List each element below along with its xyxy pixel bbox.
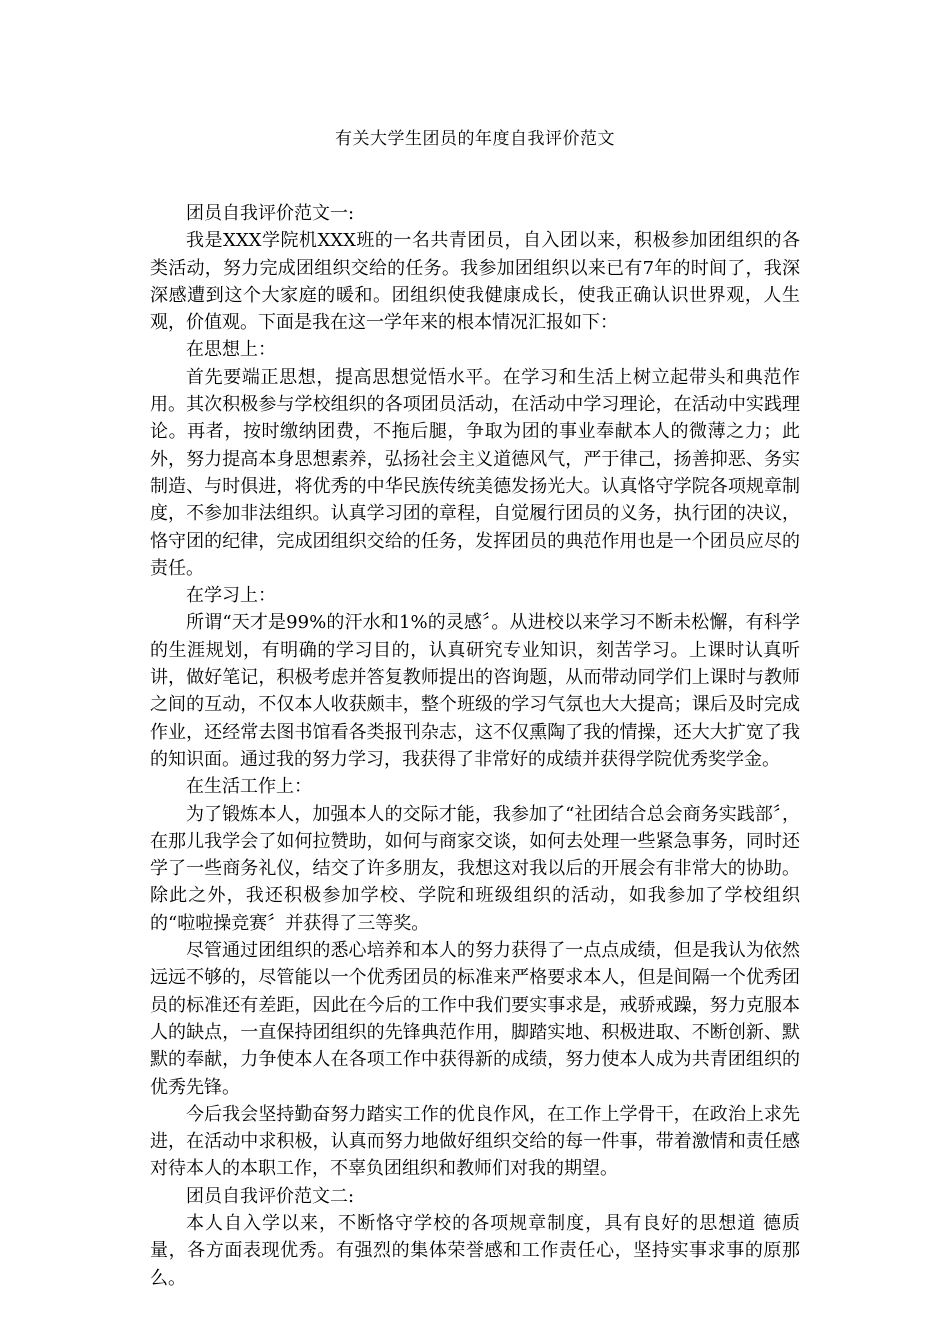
section-heading-sample-one: 团员自我评价范文一: bbox=[186, 203, 355, 224]
paragraph-intro: 我是XXX学院机XXX班的一名共青团员，自入团以来，积极参加团组织的各类活动，努力完成团组织交给的任务。我参加团组织以来已有7年的时间了，我深深感遭到这个大家庭的暖和。团组织使我健康成长，使我正确认识世界观，人生观，价值观。下面是我在这一学年来的根本情况汇报如下： bbox=[150, 230, 800, 334]
document-body bbox=[150, 200, 800, 1292]
document-title: 有关大学生团员的年度自我评价范文 bbox=[335, 129, 615, 149]
paragraph-thought: 首先要端正思想，提高思想觉悟水平。在学习和生活上树立起带头和典范作用。其次积极参与学校组织的各项团员活动，在活动中学习理论，在活动中实践理论。再者，按时缴纳团费，不拖后腿，争取为团的事业奉献本人的微薄之力；此外，努力提高本身思想素养，弘扬社会主义道德风气，严于律己，扬善抑恶、务实制造、与时俱进，将优秀的中华民族传统美德发扬光大。认真恪守学院各项规章制度，不参加非法组织。认真学习团的章程，自觉履行团员的义务，执行团的决议，恪守团的纪律，完成团组织交给的任务，发挥团员的典范作用也是一个团员应尽的责任。 bbox=[150, 366, 800, 579]
paragraph-future: 今后我会坚持勤奋努力踏实工作的优良作风，在工作上学骨干，在政治上求先进，在活动中求积极，认真而努力地做好组织交给的每一件事，带着激情和责任感对待本人的本职工作，不辜负团组织和教师们对我的期望。 bbox=[150, 1103, 800, 1180]
paragraph-sample-two: 本人自入学以来，不断恪守学校的各项规章制度，具有良好的思想道 德质量，各方面表现优秀。有强烈的集体荣誉感和工作责任心，坚持实事求事的原那么。 bbox=[150, 1212, 800, 1289]
paragraph-life-work: 为了锻炼本人，加强本人的交际才能，我参加了“社团结合总会商务实践部〞，在那儿我学会了如何拉赞助，如何与商家交谈，如何去处理一些紧急事务，同时还学了一些商务礼仪，结交了许多朋友，我想这对我以后的开展会有非常大的协助。除此之外，我还积极参加学校、学院和班级组织的活动，如我参加了学校组织的“啦啦操竞赛〞并获得了三等奖。 bbox=[150, 803, 800, 934]
section-heading-thought: 在思想上： bbox=[186, 339, 276, 361]
paragraph-reflection: 尽管通过团组织的悉心培养和本人的努力获得了一点点成绩，但是我认为依然远远不够的，尽管能以一个优秀团员的标准来严格要求本人，但是间隔一个优秀团员的标准还有差距，因此在今后的工作中我们要实事求是，戒骄戒躁，努力克服本人的缺点，一直保持团组织的先锋典范作用，脚踏实地、积极进取、不断创新、默默的奉献，力争使本人在各项工作中获得新的成绩，努力使本人成为共青团组织的优秀先锋。 bbox=[150, 940, 800, 1098]
section-heading-study: 在学习上： bbox=[186, 585, 276, 607]
section-heading-life-work: 在生活工作上： bbox=[186, 776, 312, 798]
section-heading-sample-two: 团员自我评价范文二: bbox=[186, 1185, 355, 1207]
paragraph-study: 所谓“天才是99%的汗水和1%的灵感〞。从进校以来学习不断未松懈，有科学的生涯规划，有明确的学习目的，认真研究专业知识，刻苦学习。上课时认真听讲，做好笔记，积极考虑并答复教师提出的咨询题，从而带动同学们上课时与教师之间的互动，不仅本人收获颇丰，整个班级的学习气氛也大大提高；课后及时完成作业，还经常去图书馆看各类报刊杂志，这不仅熏陶了我的情操，还大大扩宽了我的知识面。通过我的努力学习，我获得了非常好的成绩并获得学院优秀奖学金。 bbox=[150, 612, 800, 770]
